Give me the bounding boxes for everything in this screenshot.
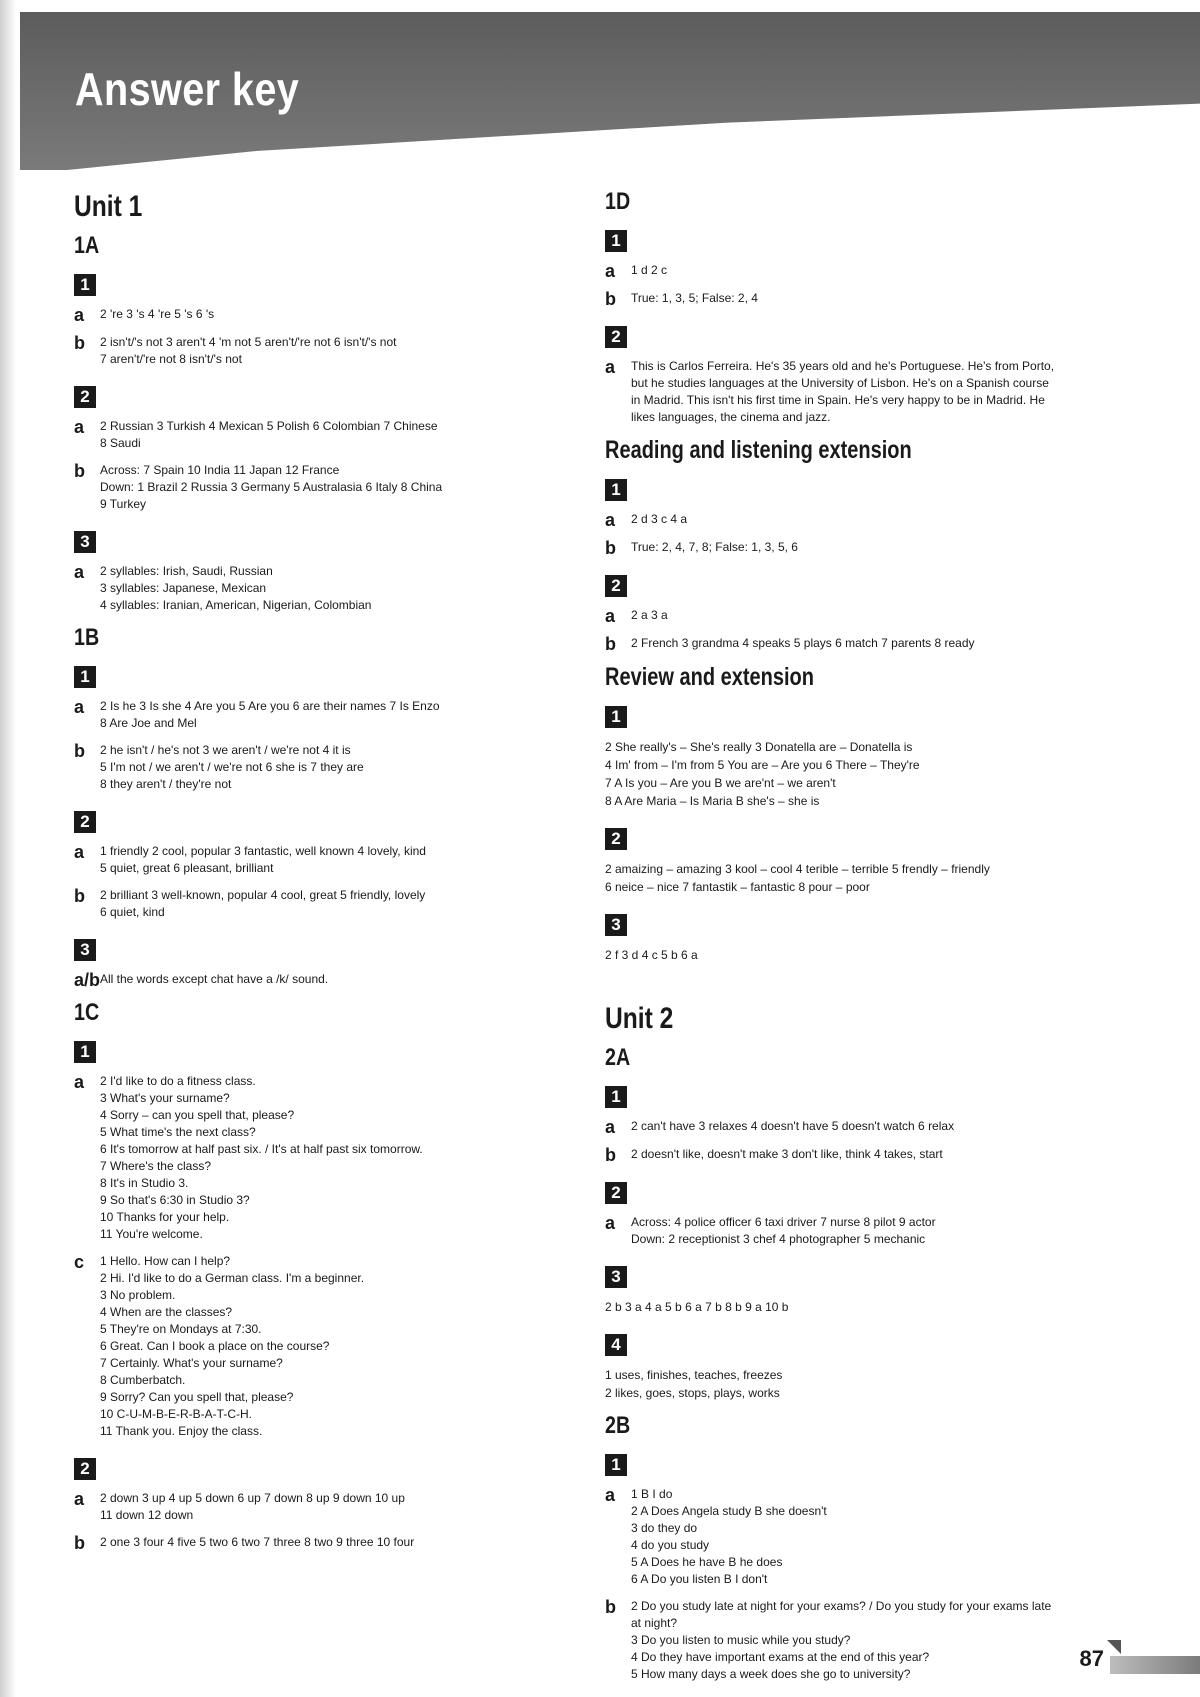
answer-item-body <box>100 1490 574 1524</box>
answer-item <box>74 742 574 793</box>
answer-item <box>74 887 574 921</box>
answer-line: Across: 7 Spain 10 India 11 Japan 12 France <box>100 463 340 477</box>
left-column <box>74 180 574 1562</box>
answer-item-letter: b <box>74 886 85 906</box>
answer-item-letter: a <box>605 1117 616 1137</box>
exercise-header <box>605 222 1105 262</box>
answer-line: in Madrid. This isn't his first time in Spain. He's very happy to be in Madrid. He <box>631 393 1045 407</box>
answer-line: 2 amaizing – amazing 3 kool – cool 4 terible – terrible 5 frendly – friendly <box>605 862 990 876</box>
answer-item-body <box>631 1486 1105 1588</box>
exercise-header <box>605 471 1105 511</box>
exercise-number-badge: 4 <box>605 1334 627 1356</box>
answer-item-letter: a <box>74 1072 85 1092</box>
answer-line: 4 Im' from – I'm from 5 You are – Are you 6 There – They're <box>605 758 920 772</box>
answer-item-letter: b <box>605 634 616 654</box>
answer-line: 2 b 3 a 4 a 5 b 6 a 7 b 8 b 9 a 10 b <box>605 1300 789 1314</box>
answer-item-body <box>100 887 574 921</box>
answer-line: 2 likes, goes, stops, plays, works <box>605 1386 780 1400</box>
answer-item-body <box>100 334 574 368</box>
answer-item-letter: b <box>74 741 85 761</box>
answer-line: 2 a 3 a <box>631 608 668 622</box>
answer-line: 2 one 3 four 4 five 5 two 6 two 7 three 8 two 9 three 10 four <box>100 1535 415 1549</box>
answer-item-body <box>100 306 574 324</box>
exercise-header <box>74 931 574 971</box>
answer-item-letter: a <box>74 1489 85 1509</box>
exercise-number-badge: 2 <box>74 1458 96 1480</box>
answer-item-letter: a <box>74 305 85 325</box>
answer-line: 4 Sorry – can you spell that, please? <box>100 1108 295 1122</box>
answer-item <box>74 462 574 513</box>
answer-item-letter: a <box>605 261 616 281</box>
exercise-number-badge: 1 <box>605 1086 627 1108</box>
answer-item-letter: c <box>74 1252 85 1272</box>
page-number: 87 <box>1079 1646 1104 1671</box>
answer-line: 3 do they do <box>631 1521 698 1535</box>
answer-item-letter: a <box>605 1485 616 1505</box>
answer-line: 2 Russian 3 Turkish 4 Mexican 5 Polish 6 Colombian 7 Chinese <box>100 419 438 433</box>
answer-line: 2 he isn't / he's not 3 we aren't / we're not 4 it is <box>100 743 351 757</box>
answer-item-letter: b <box>74 1533 85 1553</box>
answer-item-letter: a <box>74 842 85 862</box>
answer-line: 5 How many days a week does she go to university? <box>631 1667 911 1681</box>
answer-item-body <box>100 742 574 793</box>
answer-item-letter: a/b <box>74 970 101 990</box>
answer-block <box>605 946 1105 964</box>
answer-line: 3 No problem. <box>100 1288 176 1302</box>
answer-block <box>605 860 1105 896</box>
answer-item-letter: a <box>605 606 616 626</box>
lesson-heading: 2B <box>605 1412 631 1439</box>
answer-line: 9 Turkey <box>100 497 147 511</box>
exercise-header <box>605 820 1105 860</box>
answer-line: 11 You're welcome. <box>100 1227 203 1241</box>
answer-item-letter: b <box>605 289 616 309</box>
exercise-number-badge: 1 <box>605 706 627 728</box>
exercise-number-badge: 2 <box>605 828 627 850</box>
answer-line: 2 She really's – She's really 3 Donatella are – Donatella is <box>605 740 913 754</box>
exercise-number-badge: 1 <box>605 1454 627 1476</box>
answer-line: 2 Hi. I'd like to do a German class. I'm a beginner. <box>100 1271 365 1285</box>
answer-item-body <box>100 971 574 989</box>
exercise-number-badge: 3 <box>605 1266 627 1288</box>
answer-line: 5 They're on Mondays at 7:30. <box>100 1322 262 1336</box>
answer-item <box>605 290 1105 308</box>
answer-line: 3 What's your surname? <box>100 1091 230 1105</box>
right-column <box>605 180 1105 1693</box>
unit-heading: Unit 2 <box>605 1002 674 1035</box>
answer-item-letter: b <box>74 333 85 353</box>
answer-line: 8 It's in Studio 3. <box>100 1176 189 1190</box>
answer-block <box>605 1366 1105 1402</box>
exercise-header <box>605 567 1105 607</box>
answer-line: 6 A Do you listen B I don't <box>631 1572 768 1586</box>
answer-item <box>605 511 1105 529</box>
answer-line: 11 Thank you. Enjoy the class. <box>100 1424 263 1438</box>
answer-item-body <box>100 462 574 513</box>
answer-line: 2 Is he 3 Is she 4 Are you 5 Are you 6 are their names 7 Is Enzo <box>100 699 440 713</box>
answer-item-body <box>631 1146 1105 1164</box>
lesson-heading: 1A <box>74 232 100 259</box>
answer-line: at night? <box>631 1616 678 1630</box>
exercise-header <box>74 1450 574 1490</box>
answer-item <box>605 539 1105 557</box>
page-left-edge-shadow <box>0 0 16 1697</box>
lesson-heading: 1C <box>74 999 100 1026</box>
answer-item <box>605 262 1105 280</box>
answer-item-body <box>100 698 574 732</box>
answer-line: 9 Sorry? Can you spell that, please? <box>100 1390 294 1404</box>
exercise-number-badge: 3 <box>74 531 96 553</box>
answer-item <box>74 1073 574 1243</box>
answer-line: 4 do you study <box>631 1538 710 1552</box>
answer-line: 2 brilliant 3 well-known, popular 4 cool, great 5 friendly, lovely <box>100 888 426 902</box>
answer-line: 11 down 12 down <box>100 1508 194 1522</box>
lesson-heading: 1B <box>74 624 100 651</box>
section-heading: Review and extension <box>605 663 814 691</box>
answer-line: 2 're 3 's 4 're 5 's 6 's <box>100 307 215 321</box>
answer-line: 1 B I do <box>631 1487 673 1501</box>
answer-line: likes languages, the cinema and jazz. <box>631 410 831 424</box>
answer-line: 9 So that's 6:30 in Studio 3? <box>100 1193 250 1207</box>
exercise-header <box>605 906 1105 946</box>
exercise-number-badge: 3 <box>605 914 627 936</box>
answer-line: 10 Thanks for your help. <box>100 1210 230 1224</box>
exercise-header <box>74 658 574 698</box>
exercise-header <box>74 266 574 306</box>
exercise-number-badge: 2 <box>605 326 627 348</box>
answer-item-letter: a <box>74 417 85 437</box>
answer-line: 3 Do you listen to music while you study? <box>631 1633 851 1647</box>
answer-item-body <box>631 358 1105 426</box>
lesson-heading: 1D <box>605 188 631 215</box>
answer-line: 2 down 3 up 4 up 5 down 6 up 7 down 8 up 9 down 10 up <box>100 1491 405 1505</box>
answer-item-letter: b <box>605 538 616 558</box>
answer-line: 10 C-U-M-B-E-R-B-A-T-C-H. <box>100 1407 252 1421</box>
answer-line: 1 Hello. How can I help? <box>100 1254 231 1268</box>
answer-item-body <box>631 635 1105 653</box>
answer-line: 5 A Does he have B he does <box>631 1555 783 1569</box>
answer-item-body <box>631 290 1105 308</box>
answer-item <box>605 607 1105 625</box>
answer-item-body <box>631 1598 1105 1683</box>
section-heading: Reading and listening extension <box>605 436 912 464</box>
answer-item-body <box>631 1118 1105 1136</box>
answer-item <box>605 1118 1105 1136</box>
answer-item <box>74 971 574 989</box>
answer-line: 7 Certainly. What's your surname? <box>100 1356 283 1370</box>
answer-item <box>74 418 574 452</box>
answer-item <box>74 698 574 732</box>
answer-line: This is Carlos Ferreira. He's 35 years old and he's Portuguese. He's from Porto, <box>631 359 1055 373</box>
answer-item-body <box>100 1073 574 1243</box>
answer-item <box>74 1490 574 1524</box>
answer-line: 6 It's tomorrow at half past six. / It's at half past six tomorrow. <box>100 1142 423 1156</box>
answer-line: 6 quiet, kind <box>100 905 165 919</box>
answer-line: Down: 2 receptionist 3 chef 4 photographer 5 mechanic <box>631 1232 926 1246</box>
exercise-header <box>605 1258 1105 1298</box>
answer-line: but he studies languages at the University of Lisbon. He's on a Spanish course <box>631 376 1049 390</box>
exercise-header <box>605 1078 1105 1118</box>
answer-line: 8 Saudi <box>100 436 141 450</box>
exercise-header <box>74 523 574 563</box>
exercise-header <box>605 1446 1105 1486</box>
answer-item-body <box>100 418 574 452</box>
exercise-number-badge: 2 <box>74 811 96 833</box>
answer-line: 2 syllables: Irish, Saudi, Russian <box>100 564 273 578</box>
exercise-number-badge: 2 <box>605 575 627 597</box>
answer-block <box>605 738 1105 810</box>
answer-line: 5 I'm not / we aren't / we're not 6 she is 7 they are <box>100 760 364 774</box>
exercise-number-badge: 2 <box>74 386 96 408</box>
answer-line: 7 Where's the class? <box>100 1159 212 1173</box>
answer-item-body <box>631 1214 1105 1248</box>
answer-item-letter: b <box>74 461 85 481</box>
answer-line: 3 syllables: Japanese, Mexican <box>100 581 267 595</box>
exercise-number-badge: 1 <box>74 274 96 296</box>
answer-item-body <box>631 262 1105 280</box>
answer-item-letter: b <box>605 1145 616 1165</box>
unit-heading: Unit 1 <box>74 190 143 223</box>
answer-item-body <box>100 1253 574 1440</box>
answer-item <box>605 1486 1105 1588</box>
answer-line: 7 A Is you – Are you B we are'nt – we aren't <box>605 776 836 790</box>
answer-item <box>74 1534 574 1552</box>
answer-item-body <box>100 563 574 614</box>
exercise-number-badge: 1 <box>74 666 96 688</box>
answer-item-body <box>631 539 1105 557</box>
answer-item <box>605 358 1105 426</box>
answer-line: True: 2, 4, 7, 8; False: 1, 3, 5, 6 <box>631 540 798 554</box>
answer-line: 2 doesn't like, doesn't make 3 don't like, think 4 takes, start <box>631 1147 943 1161</box>
exercise-header <box>605 1174 1105 1214</box>
answer-line: 4 syllables: Iranian, American, Nigerian, Colombian <box>100 598 372 612</box>
answer-item <box>74 1253 574 1440</box>
exercise-header <box>74 803 574 843</box>
answer-line: 5 What time's the next class? <box>100 1125 256 1139</box>
exercise-header <box>605 318 1105 358</box>
answer-item-letter: b <box>605 1597 616 1617</box>
answer-line: 7 aren't/'re not 8 isn't/'s not <box>100 352 242 366</box>
answer-line: 8 Cumberbatch. <box>100 1373 186 1387</box>
answer-line: 8 A Are Maria – Is Maria B she's – she is <box>605 794 820 808</box>
answer-item <box>605 1598 1105 1683</box>
answer-item-letter: a <box>74 562 85 582</box>
exercise-header <box>74 1033 574 1073</box>
answer-item-letter: a <box>605 1213 616 1233</box>
answer-line: Across: 4 police officer 6 taxi driver 7 nurse 8 pilot 9 actor <box>631 1215 936 1229</box>
answer-line: 2 French 3 grandma 4 speaks 5 plays 6 match 7 parents 8 ready <box>631 636 975 650</box>
answer-line: 6 Great. Can I book a place on the course? <box>100 1339 330 1353</box>
answer-line: 2 Do you study late at night for your exams? / Do you study for your exams late <box>631 1599 1052 1613</box>
answer-line: 2 f 3 d 4 c 5 b 6 a <box>605 948 698 962</box>
answer-line: 2 d 3 c 4 a <box>631 512 688 526</box>
lesson-heading: 2A <box>605 1044 631 1071</box>
answer-line: 1 uses, finishes, teaches, freezes <box>605 1368 783 1382</box>
exercise-number-badge: 2 <box>605 1182 627 1204</box>
answer-line: 2 isn't/'s not 3 aren't 4 'm not 5 aren't/'re not 6 isn't/'s not <box>100 335 397 349</box>
page-number-bar <box>1110 1656 1200 1674</box>
exercise-header <box>605 698 1105 738</box>
answer-item-body <box>100 1534 574 1552</box>
exercise-number-badge: 1 <box>605 230 627 252</box>
answer-line: Down: 1 Brazil 2 Russia 3 Germany 5 Australasia 6 Italy 8 China <box>100 480 443 494</box>
answer-item <box>74 843 574 877</box>
answer-line: True: 1, 3, 5; False: 2, 4 <box>631 291 758 305</box>
answer-item <box>605 635 1105 653</box>
answer-item-body <box>631 511 1105 529</box>
answer-line: 8 Are Joe and Mel <box>100 716 197 730</box>
answer-item <box>605 1214 1105 1248</box>
answer-item-letter: a <box>605 510 616 530</box>
spacer <box>605 974 1105 992</box>
answer-line: 4 When are the classes? <box>100 1305 233 1319</box>
exercise-header <box>605 1326 1105 1366</box>
answer-block <box>605 1298 1105 1316</box>
answer-line: 2 can't have 3 relaxes 4 doesn't have 5 doesn't watch 6 relax <box>631 1119 955 1133</box>
answer-item-body <box>631 607 1105 625</box>
answer-item-letter: a <box>74 697 85 717</box>
answer-line: 2 I'd like to do a fitness class. <box>100 1074 256 1088</box>
answer-line: 1 friendly 2 cool, popular 3 fantastic, well known 4 lovely, kind <box>100 844 426 858</box>
answer-item-body <box>100 843 574 877</box>
answer-line: 4 Do they have important exams at the end of this year? <box>631 1650 930 1664</box>
answer-line: 1 d 2 c <box>631 263 668 277</box>
exercise-number-badge: 3 <box>74 939 96 961</box>
page-corner-mark <box>1107 1640 1121 1654</box>
exercise-number-badge: 1 <box>605 479 627 501</box>
answer-line: 2 A Does Angela study B she doesn't <box>631 1504 827 1518</box>
page-title: Answer key <box>75 63 300 115</box>
answer-item <box>74 334 574 368</box>
answer-line: All the words except chat have a /k/ sound. <box>100 972 329 986</box>
answer-line: 6 neice – nice 7 fantastik – fantastic 8 pour – poor <box>605 880 870 894</box>
answer-item <box>74 306 574 324</box>
answer-line: 5 quiet, great 6 pleasant, brilliant <box>100 861 274 875</box>
answer-item <box>74 563 574 614</box>
answer-item-letter: a <box>605 357 616 377</box>
exercise-number-badge: 1 <box>74 1041 96 1063</box>
answer-item <box>605 1146 1105 1164</box>
exercise-header <box>74 378 574 418</box>
answer-line: 8 they aren't / they're not <box>100 777 232 791</box>
